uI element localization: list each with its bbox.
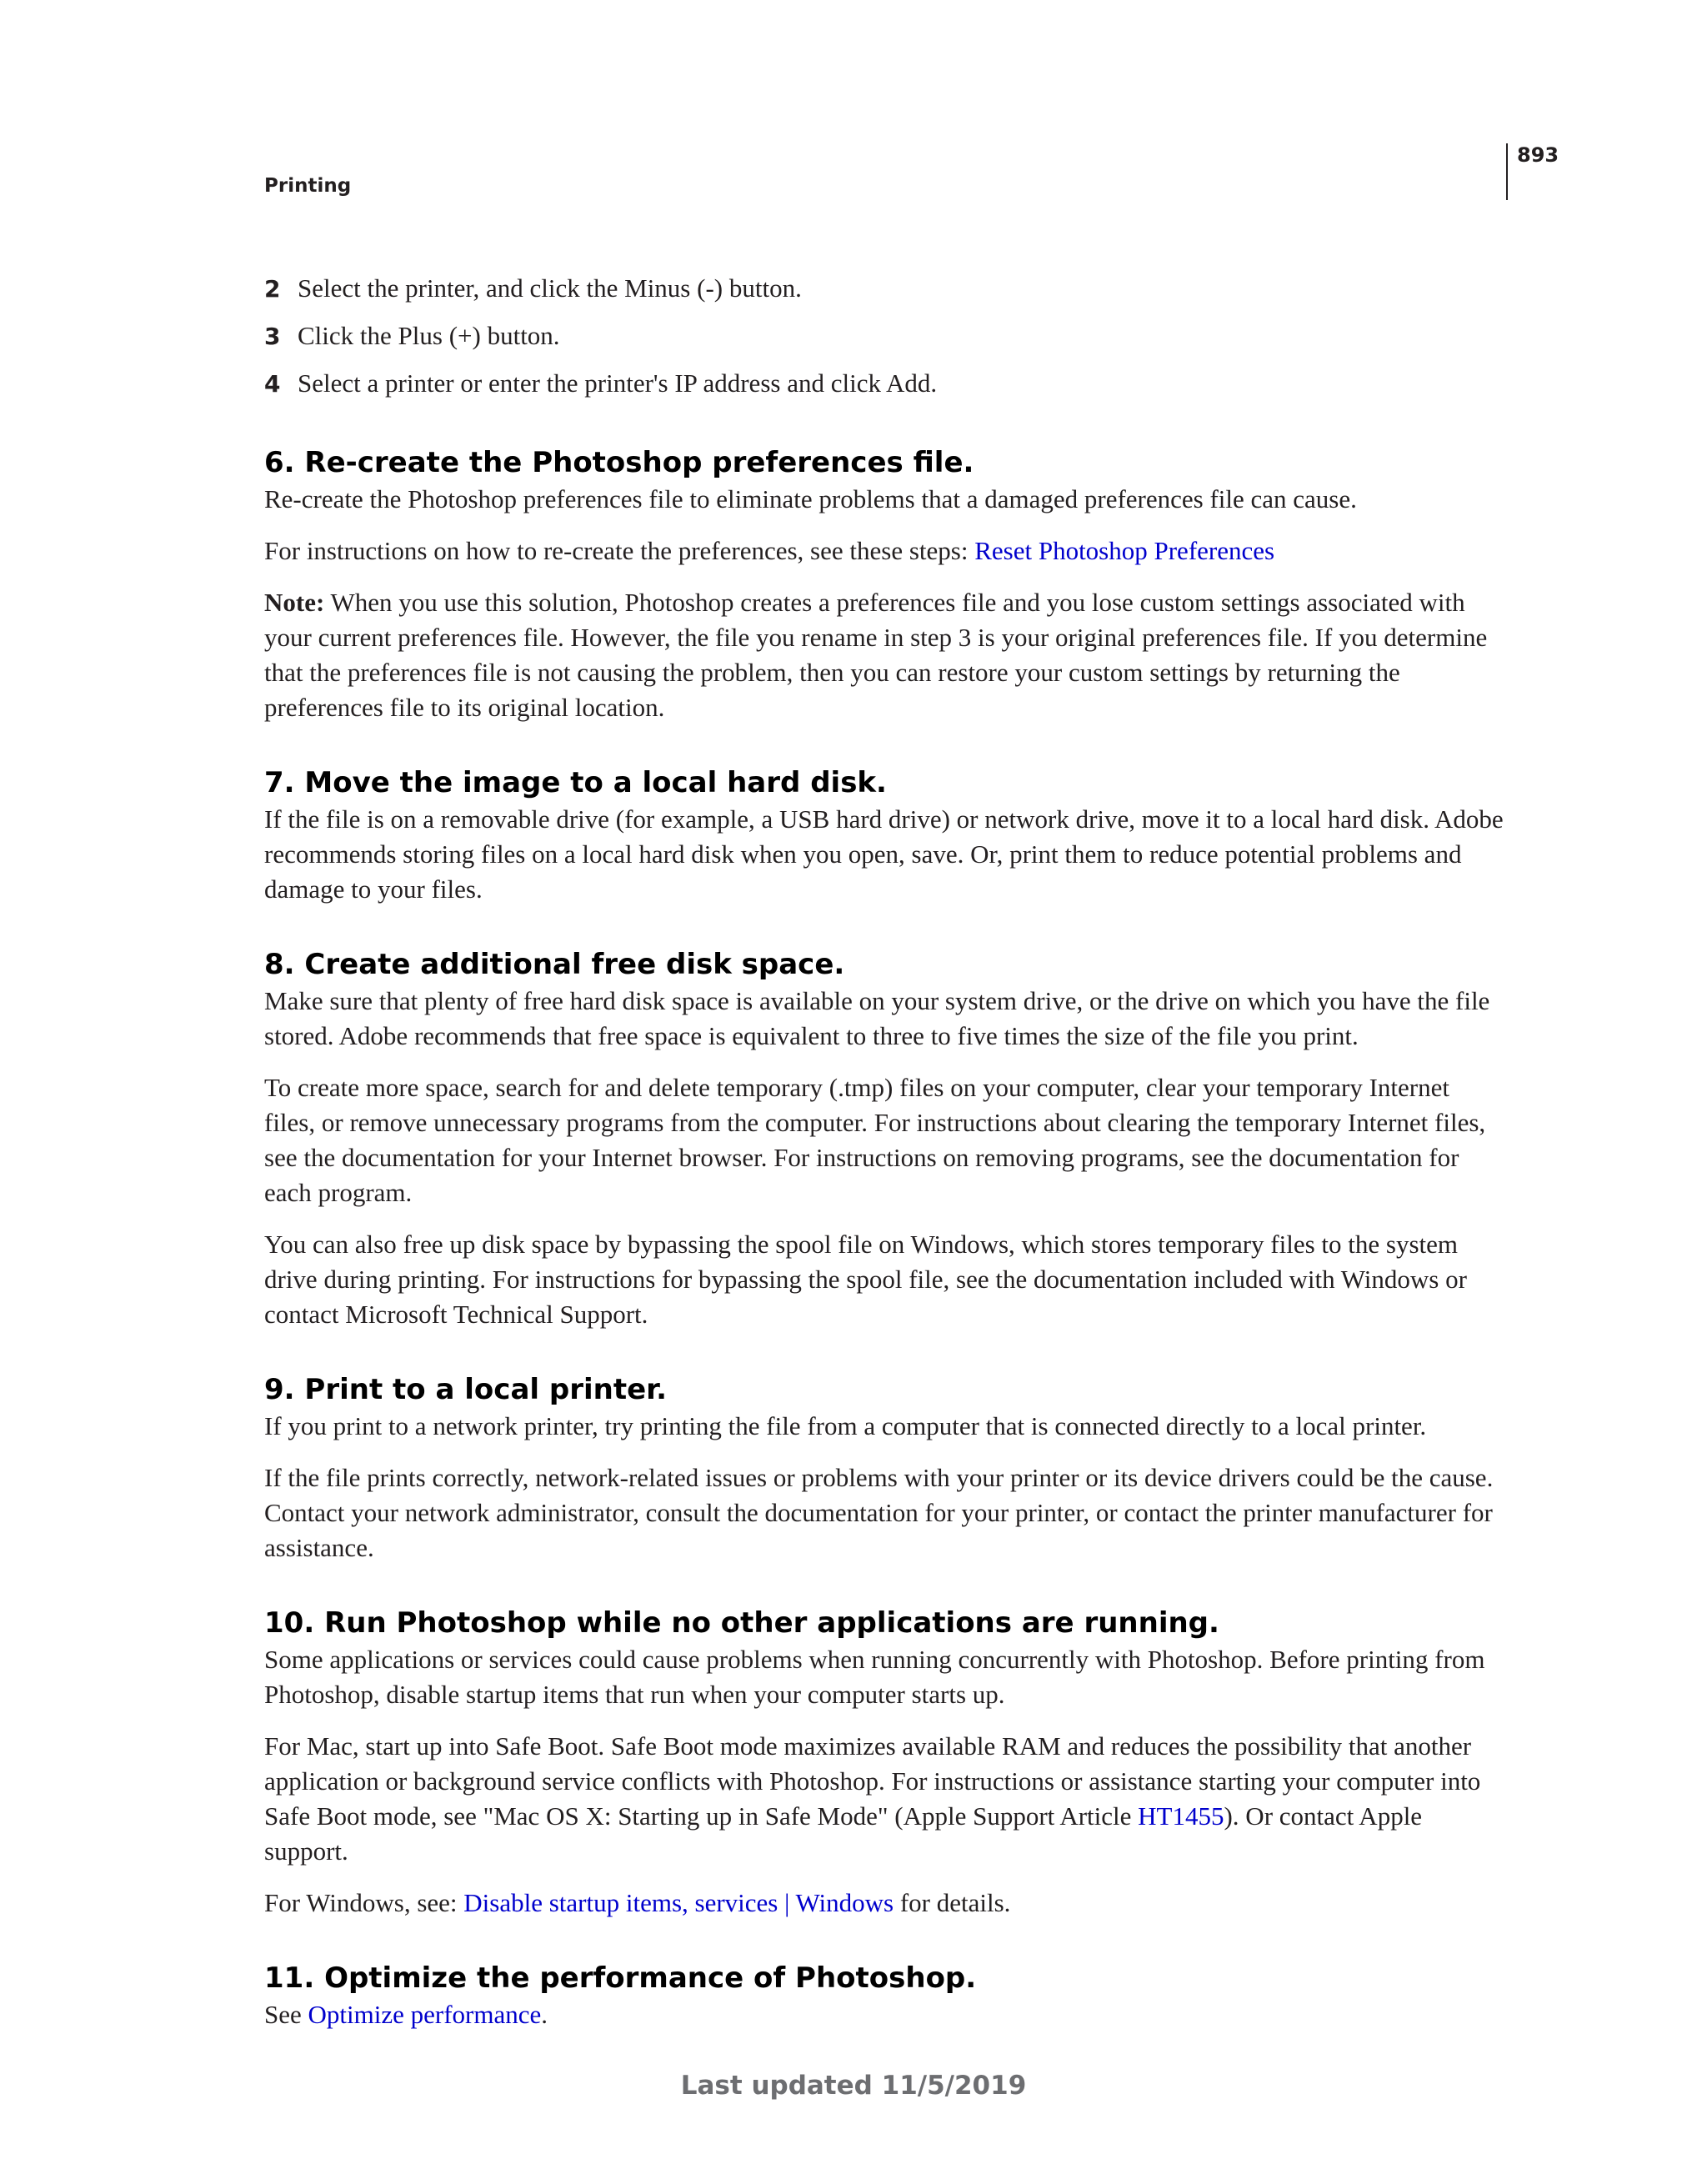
- disable-startup-items-link[interactable]: Disable startup items, services | Windows: [463, 1888, 894, 1917]
- step-text: Select the printer, and click the Minus (-) button.: [298, 273, 802, 303]
- section-heading: 11. Optimize the performance of Photoshop.: [264, 1961, 977, 1995]
- note-paragraph: [264, 585, 1506, 725]
- step-number: 4: [264, 370, 281, 398]
- list-item: [264, 271, 1506, 307]
- step-number: 2: [264, 275, 281, 303]
- paragraph: Make sure that plenty of free hard disk space is available on your system drive, or the drive on which you have the file stored. Adobe recommends that free space is equivalent to three to five times the size of the file you print.: [264, 986, 1490, 1050]
- section-no-other-apps: [264, 1604, 1506, 1921]
- step-list: [264, 271, 1506, 402]
- paragraph-text: ). Or contact Apple support.: [264, 1801, 1423, 1866]
- paragraph-text: See: [264, 2000, 308, 2029]
- paragraph: [264, 1886, 1506, 1921]
- optimize-performance-link[interactable]: Optimize performance: [308, 2000, 542, 2029]
- paragraph: To create more space, search for and delete temporary (.tmp) files on your computer, clear your temporary Internet files, or remove unnecessary programs from the computer. For instructions about clearing the temporary Internet files, see the documentation for your Internet browser. For instructions on removing programs, see the documentation for each program.: [264, 1073, 1486, 1207]
- section-move-image: [264, 764, 1506, 907]
- section-optimize-performance: [264, 1959, 1506, 2032]
- reset-preferences-link[interactable]: Reset Photoshop Preferences: [974, 536, 1275, 565]
- ht1455-link[interactable]: HT1455: [1138, 1801, 1224, 1831]
- section-free-disk-space: [264, 945, 1506, 1332]
- list-item: [264, 366, 1506, 402]
- step-text: Click the Plus (+) button.: [298, 321, 560, 350]
- paragraph: [264, 1729, 1506, 1869]
- section-heading: 8. Create additional free disk space.: [264, 948, 845, 981]
- step-number: 3: [264, 323, 281, 350]
- paragraph: Re-create the Photoshop preferences file to eliminate problems that a damaged preferences file can cause.: [264, 484, 1357, 513]
- page-number: 893: [1517, 143, 1559, 167]
- section-heading: 10. Run Photoshop while no other applications are running.: [264, 1606, 1219, 1640]
- list-item: [264, 318, 1506, 354]
- section-heading: 7. Move the image to a local hard disk.: [264, 766, 887, 799]
- paragraph-text: For Windows, see:: [264, 1888, 464, 1917]
- paragraph-text: For Mac, start up into Safe Boot. Safe Boot mode maximizes available RAM and reduces the possibility that another application or background service conflicts with Photoshop. For instructions or assistance starting your computer into Safe Boot mode, see "Mac OS X: Starting up in Safe Mode" (Apple Support Article: [264, 1731, 1481, 1831]
- paragraph: [264, 1997, 1506, 2032]
- paragraph: [264, 533, 1506, 569]
- note-text: When you use this solution, Photoshop creates a preferences file and you lose custom settings associated with your current preferences file. However, the file you rename in step 3 is your original preferences file. If you determine that the preferences file is not causing the problem, then you can restore your custom settings by returning the preferences file to its original location.: [264, 588, 1488, 722]
- section-label: Printing: [264, 175, 352, 197]
- paragraph: Some applications or services could cause problems when running concurrently with Photoshop. Before printing from Photoshop, disable startup items that run when your computer starts up.: [264, 1645, 1485, 1709]
- header-rule: [1506, 143, 1508, 200]
- step-text: Select a printer or enter the printer's IP address and click Add.: [298, 368, 938, 398]
- paragraph: If you print to a network printer, try printing the file from a computer that is connected directly to a local printer.: [264, 1411, 1427, 1440]
- paragraph-text: for details.: [894, 1888, 1011, 1917]
- section-heading: 6. Re-create the Photoshop preferences file.: [264, 446, 974, 479]
- paragraph: If the file prints correctly, network-related issues or problems with your printer or its device drivers could be the cause. Contact your network administrator, consult the documentation for your printer, or contact the printer manufacturer for assistance.: [264, 1463, 1494, 1562]
- paragraph: You can also free up disk space by bypassing the spool file on Windows, which stores temporary files to the system drive during printing. For instructions for bypassing the spool file, see the documentation included with Windows or contact Microsoft Technical Support.: [264, 1230, 1467, 1329]
- paragraph-text: .: [541, 2000, 548, 2029]
- section-local-printer: [264, 1370, 1506, 1565]
- paragraph: If the file is on a removable drive (for example, a USB hard drive) or network drive, move it to a local hard disk. Adobe recommends storing files on a local hard disk when you open, save. Or, print them to reduce potential problems and damage to your files.: [264, 804, 1504, 904]
- note-label: Note:: [264, 588, 325, 617]
- page-content: [264, 271, 1506, 2049]
- section-recreate-preferences: [264, 443, 1506, 725]
- footer-last-updated: Last updated 11/5/2019: [680, 2071, 1027, 2101]
- paragraph-text: For instructions on how to re-create the preferences, see these steps:: [264, 536, 975, 565]
- section-heading: 9. Print to a local printer.: [264, 1373, 667, 1406]
